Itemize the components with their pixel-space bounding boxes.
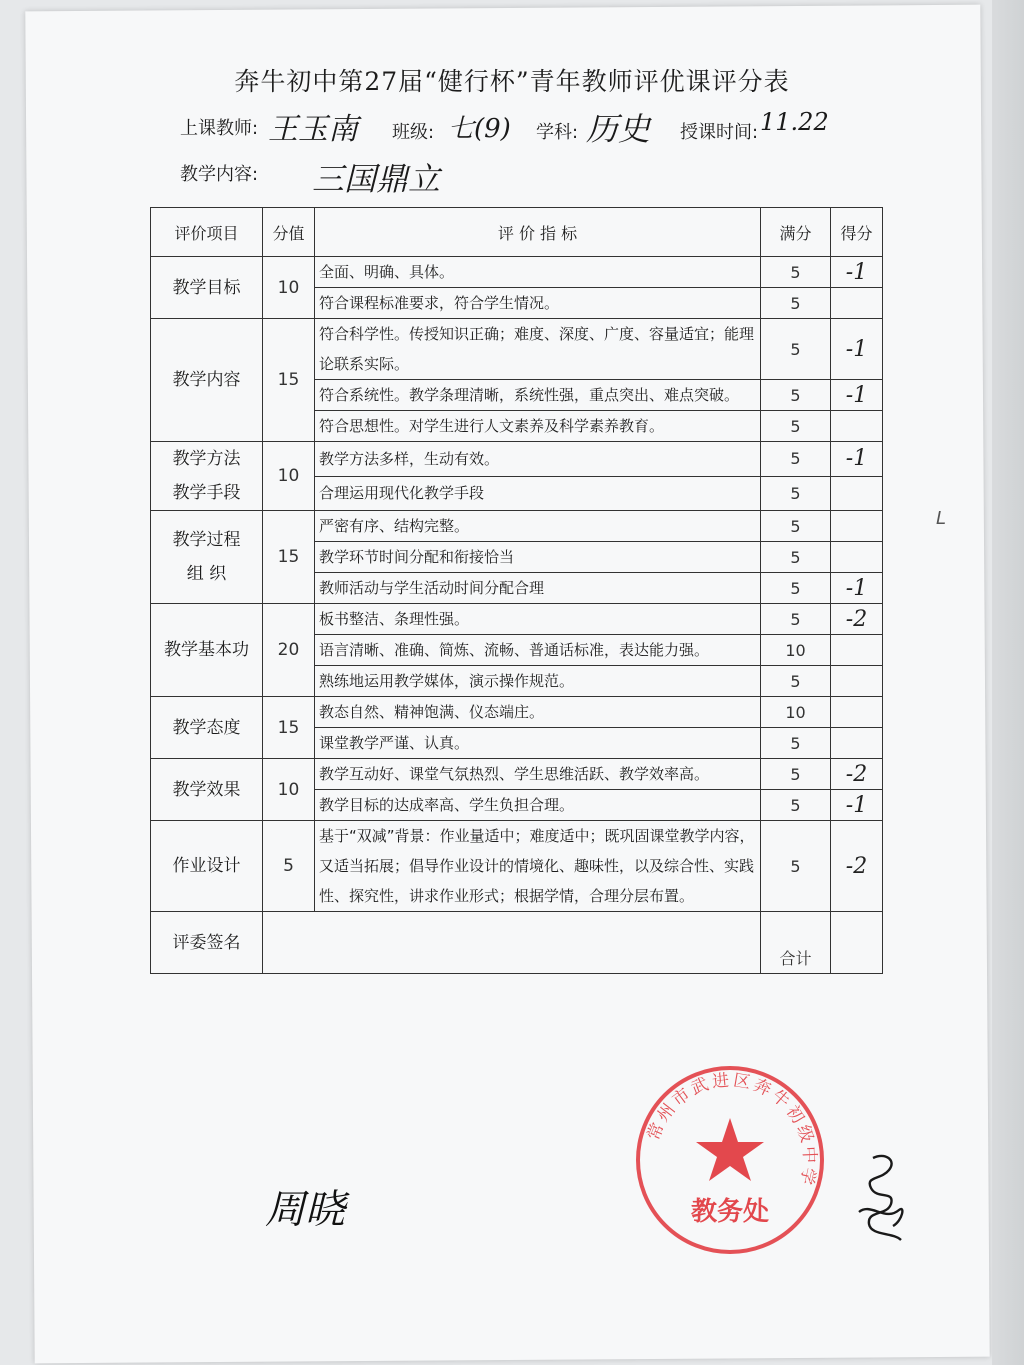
- indicator-cell: 合理运用现代化教学手段: [315, 476, 761, 511]
- judge-label: 评委签名: [151, 912, 263, 974]
- indicator-cell: 板书整洁、条理性强。: [315, 604, 761, 635]
- full-cell: 5: [761, 790, 831, 821]
- full-cell: 5: [761, 821, 831, 912]
- indicator-cell: 教学方法多样，生动有效。: [315, 442, 761, 477]
- score-cell[interactable]: -2: [831, 759, 883, 790]
- full-cell: 5: [761, 411, 831, 442]
- category-cell: 教学目标: [151, 257, 263, 319]
- score-cell[interactable]: -2: [831, 604, 883, 635]
- points-cell: 5: [263, 821, 315, 912]
- points-cell: 20: [263, 604, 315, 697]
- judge-signature-cell[interactable]: [263, 912, 761, 974]
- points-cell: 10: [263, 759, 315, 821]
- table-row: [151, 511, 883, 542]
- teacher-value: 王玉南: [268, 112, 358, 147]
- category-cell: 教学内容: [151, 319, 263, 442]
- score-cell[interactable]: [831, 697, 883, 728]
- full-cell: 5: [761, 476, 831, 511]
- seal-center-text: 教务处: [690, 1197, 770, 1227]
- content-label: 教学内容:: [180, 164, 259, 185]
- table-header-row: [151, 208, 883, 257]
- header-item: 评价项目: [151, 208, 263, 257]
- full-cell: 5: [761, 728, 831, 759]
- class-label: 班级:: [392, 122, 435, 143]
- class-value: 七(9): [448, 114, 511, 144]
- full-cell: 5: [761, 380, 831, 411]
- category-cell: 教学过程 组 织: [151, 511, 263, 604]
- teacher-label: 上课教师:: [180, 118, 259, 139]
- table-row: [151, 442, 883, 477]
- indicator-cell: 符合科学性。传授知识正确；难度、深度、广度、容量适宜；能理论联系实际。: [315, 319, 761, 380]
- total-scribble-icon: [845, 1150, 915, 1245]
- indicator-cell: 教学环节时间分配和衔接恰当: [315, 542, 761, 573]
- table-row: [151, 257, 883, 288]
- score-cell[interactable]: [831, 288, 883, 319]
- indicator-cell: 教师活动与学生活动时间分配合理: [315, 573, 761, 604]
- full-cell: 5: [761, 511, 831, 542]
- points-cell: 10: [263, 442, 315, 511]
- full-cell: 5: [761, 542, 831, 573]
- full-cell: 5: [761, 666, 831, 697]
- total-cell[interactable]: [831, 912, 883, 974]
- table-row: [151, 759, 883, 790]
- table-row: [151, 697, 883, 728]
- indicator-cell: 教态自然、精神饱满、仪态端庄。: [315, 697, 761, 728]
- school-seal-icon: [630, 1060, 830, 1260]
- subject-label: 学科:: [536, 122, 579, 143]
- full-cell: 5: [761, 257, 831, 288]
- indicator-cell: 教学互动好、课堂气氛热烈、学生思维活跃、教学效率高。: [315, 759, 761, 790]
- background-edge: [992, 0, 1024, 1365]
- full-cell: 5: [761, 319, 831, 380]
- indicator-cell: 严密有序、结构完整。: [315, 511, 761, 542]
- margin-mark: L: [936, 508, 947, 529]
- total-label: 合计: [761, 912, 831, 974]
- indicator-cell: 基于“双减”背景：作业量适中；难度适中；既巩固课堂教学内容，又适当拓展；倡导作业设计的情境化、趣味性，以及综合性、实践性、探究性，讲求作业形式；根据学情，合理分层布置。: [315, 821, 761, 912]
- full-cell: 5: [761, 759, 831, 790]
- indicator-cell: 熟练地运用教学媒体，演示操作规范。: [315, 666, 761, 697]
- header-score: 得分: [831, 208, 883, 257]
- score-cell[interactable]: -1: [831, 380, 883, 411]
- indicator-cell: 符合思想性。对学生进行人文素养及科学素养教育。: [315, 411, 761, 442]
- category-cell: 教学基本功: [151, 604, 263, 697]
- full-cell: 5: [761, 573, 831, 604]
- full-cell: 10: [761, 635, 831, 666]
- indicator-cell: 全面、明确、具体。: [315, 257, 761, 288]
- score-cell[interactable]: [831, 511, 883, 542]
- score-cell[interactable]: [831, 476, 883, 511]
- full-cell: 5: [761, 288, 831, 319]
- points-cell: 15: [263, 697, 315, 759]
- score-cell[interactable]: [831, 411, 883, 442]
- score-table: [150, 207, 883, 974]
- indicator-cell: 符合系统性。教学条理清晰，系统性强，重点突出、难点突破。: [315, 380, 761, 411]
- score-cell[interactable]: [831, 728, 883, 759]
- category-cell: 作业设计: [151, 821, 263, 912]
- points-cell: 15: [263, 511, 315, 604]
- score-cell[interactable]: -1: [831, 573, 883, 604]
- header-points: 分值: [263, 208, 315, 257]
- subject-value: 历史: [586, 110, 651, 148]
- table-row: [151, 319, 883, 380]
- table-row: [151, 604, 883, 635]
- header-full: 满分: [761, 208, 831, 257]
- score-cell[interactable]: [831, 666, 883, 697]
- time-value: 11.22: [760, 108, 829, 136]
- points-cell: 15: [263, 319, 315, 442]
- score-cell[interactable]: [831, 542, 883, 573]
- full-cell: 5: [761, 442, 831, 477]
- score-cell[interactable]: -1: [831, 319, 883, 380]
- score-cell[interactable]: -1: [831, 790, 883, 821]
- indicator-cell: 课堂教学严谨、认真。: [315, 728, 761, 759]
- judge-signature: 周晓: [265, 1187, 345, 1233]
- indicator-cell: 语言清晰、准确、简炼、流畅、普通话标准，表达能力强。: [315, 635, 761, 666]
- full-cell: 5: [761, 604, 831, 635]
- indicator-cell: 符合课程标准要求，符合学生情况。: [315, 288, 761, 319]
- score-cell[interactable]: -2: [831, 821, 883, 912]
- indicator-cell: 教学目标的达成率高、学生负担合理。: [315, 790, 761, 821]
- form-title: 奔牛初中第27届“健行杯”青年教师评优课评分表: [234, 67, 790, 96]
- header-indicator: 评 价 指 标: [315, 208, 761, 257]
- category-cell: 教学效果: [151, 759, 263, 821]
- score-cell[interactable]: -1: [831, 257, 883, 288]
- footer-row: [151, 912, 883, 974]
- category-cell: 教学态度: [151, 697, 263, 759]
- content-value: 三国鼎立: [312, 160, 441, 198]
- time-label: 授课时间:: [680, 122, 759, 143]
- score-cell[interactable]: -1: [831, 442, 883, 477]
- table-row: [151, 821, 883, 912]
- points-cell: 10: [263, 257, 315, 319]
- full-cell: 10: [761, 697, 831, 728]
- seal-ring-text: 常州市武进区奔牛初级中学: [643, 1070, 820, 1190]
- category-cell: 教学方法 教学手段: [151, 442, 263, 511]
- score-cell[interactable]: [831, 635, 883, 666]
